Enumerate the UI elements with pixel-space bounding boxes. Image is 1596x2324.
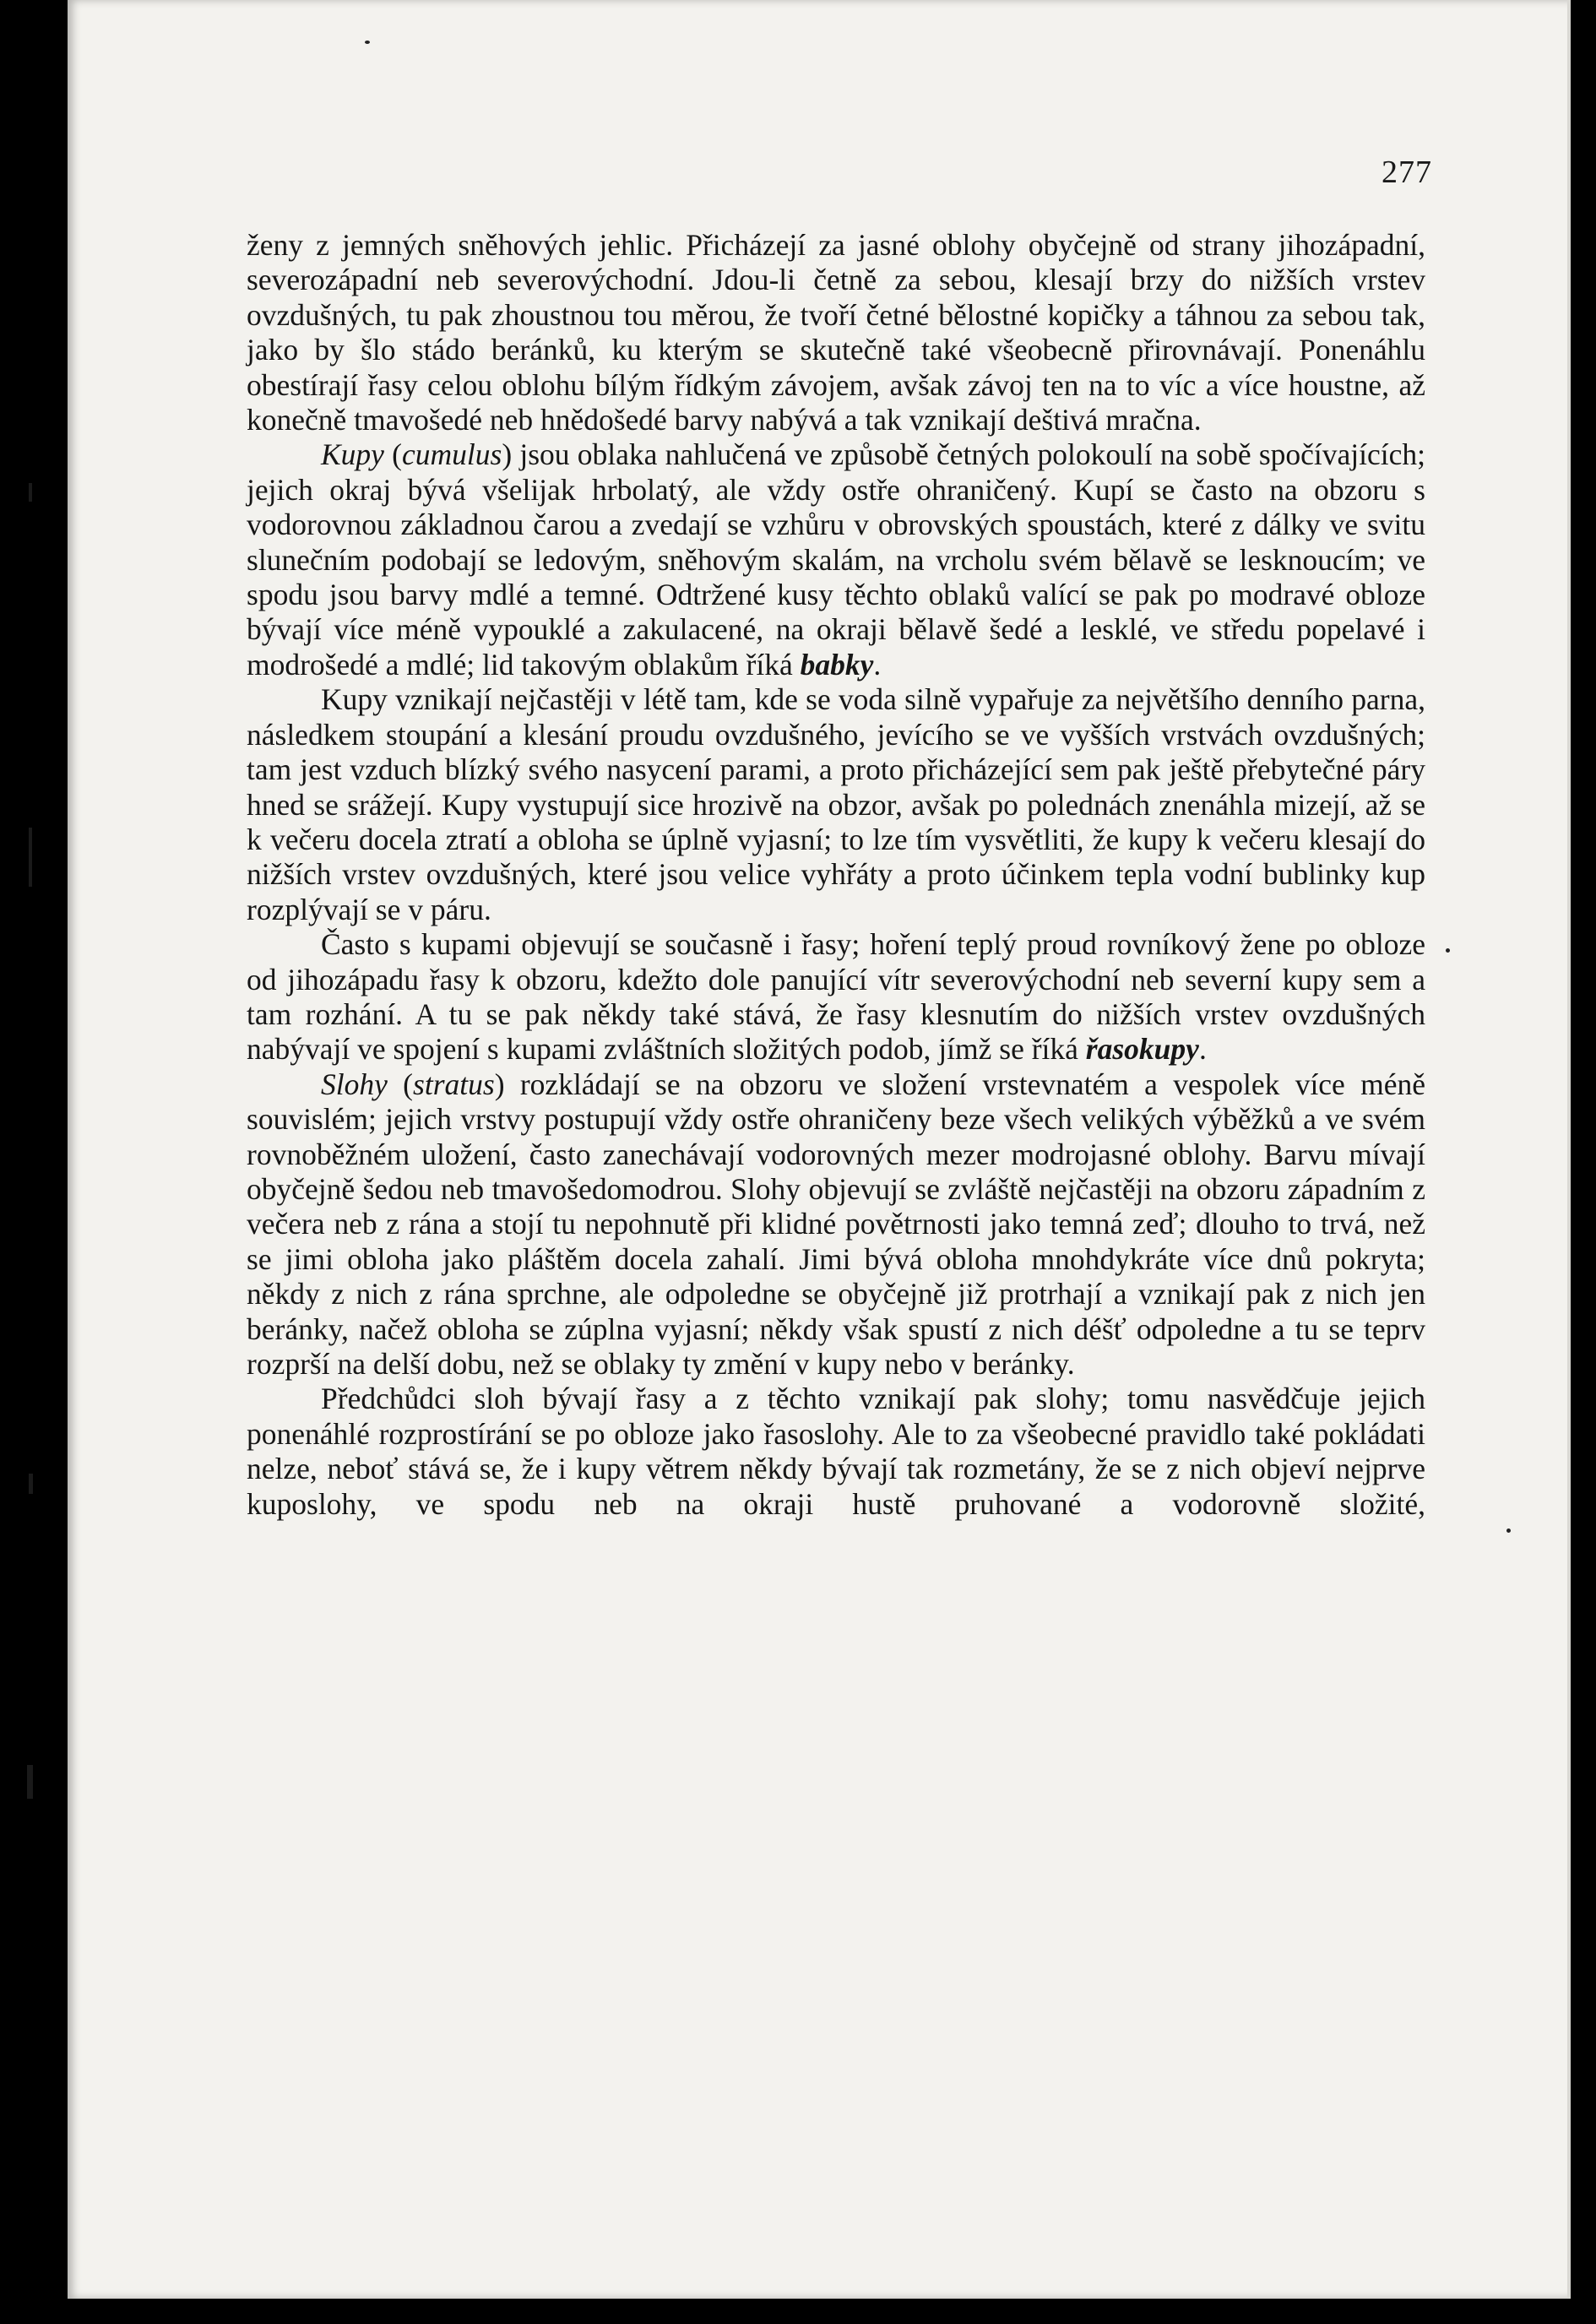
gutter-mark (29, 1474, 33, 1494)
page-edge (1567, 0, 1571, 2299)
paragraph-p2 (247, 437, 1425, 682)
text-run: ženy z jemných sněhových jehlic. Přicházejí za jasné oblohy obyčejně od strany jihozápadní, severozápadní neb severovýchodní. Jdou-li četně za sebou, klesají brzy do nižších vrstev ovzdušných, tu pak zhoustnou tou měrou, že tvoří četné bělostné kopičky a táhnou za sebou tak, jako by šlo stádo beránků, ku kterým se skutečně také všeobecně přirovnávají. Ponenáhlu obestírají řasy celou oblohu bílým řídkým závojem, avšak závoj ten na to víc a více houstne, až konečně tmavošedé neb hnědošedé barvy nabývá a tak vznikají deštivá mračna. (247, 228, 1425, 437)
gutter-mark (29, 828, 32, 887)
gutter-mark (27, 1765, 33, 1799)
paragraph-p3 (247, 682, 1425, 927)
text-run: . (873, 647, 882, 681)
italic-term: Kupy (321, 437, 384, 472)
body-text (247, 228, 1425, 1522)
dust-speck (1446, 948, 1450, 953)
text-run: ) rozkládají se na obzoru ve složení vrstevnatém a vespolek více méně souvislém; jejich vrstvy postupují vždy ostře ohraničeny beze všech velikých výběžků a ve svém rovnoběžném uložení, často zanechávají vodorovných mezer modrojasné oblohy. Barvu mívají obyčejně šedou neb tmavošedomodrou. Slohy objevují se zvláště nejčastěji na obzoru západním z večera neb z rána a stojí tu nepohnutě při klidné povětrnosti jako temná zeď; dlouho to trvá, než se jimi obloha jako pláštěm docela zahalí. Jimi bývá obloha mnohdykráte více dnů pokryta; někdy z nich z rána sprchne, ale odpoledne se obyčejně již protrhají a vznikají pak z nich jen beránky, načež obloha se zúplna vyjasní; někdy však spustí z nich déšť odpoledne a tu se teprv rozprší na delší dobu, než se oblaky ty změní v kupy nebo v beránky. (247, 1067, 1425, 1381)
paragraph-p4 (247, 927, 1425, 1067)
page-number: 277 (1382, 155, 1432, 190)
text-run: ( (387, 1067, 414, 1101)
emphasized-term: babky (800, 647, 874, 681)
text-run: ) jsou oblaka nahlučená ve způsobě četných polokoulí na sobě spočívajících; jejich okraj bývá všelijak hrbolatý, ale vždy ostře ohraničený. Kupí se často na obzoru s vodorovnou základnou čarou a zvedají se vzhůru v obrovských spoustách, které z dálky ve svitu slunečním podobají se ledovým, sněhovým skalám, na vrcholu svém bělavě se lesknoucím; ve spodu jsou barvy mdlé a temné. Odtržené kusy těchto oblaků valící se pak po modravé obloze bývají více méně vypouklé a zakulacené, na okraji bělavě šedé a lesklé, ve středu popelavé i modrošedé a mdlé; lid takovým oblakům říká (247, 437, 1426, 681)
italic-term: Slohy (321, 1067, 388, 1101)
italic-term: cumulus (401, 437, 502, 472)
paragraph-p6 (247, 1382, 1425, 1522)
emphasized-term: řasokupy (1085, 1032, 1199, 1067)
text-run: ( (383, 437, 402, 472)
text-run: . (1198, 1032, 1207, 1067)
gutter-mark (29, 483, 32, 502)
text-run: Kupy vznikají nejčastěji v létě tam, kde se voda silně vypařuje za největšího denního parna, následkem stoupání a klesání proudu ovzdušného, jevícího se ve vyšších vrstvách ovzdušných; tam jest vzduch blízký svého nasycení parami, a proto přicházející sem pak ještě přebytečné páry hned se srážejí. Kupy vystupují sice hrozivě na obzor, avšak po polednách znenáhla mizejí, až se k večeru docela ztratí a obloha se úplně vyjasní; to lze tím vysvětliti, že kupy k večeru klesají do nižších vrstev ovzdušných, které jsou velice vyhřáty a proto účinkem tepla vodní bublinky kup rozplývají se v páru. (247, 682, 1425, 926)
paragraph-p1 (247, 228, 1425, 437)
text-run: Často s kupami objevují se současně i řasy; hoření teplý proud rovníkový žene po obloze od jihozápadu řasy k obzoru, kdežto dole panující vítr severovýchodní neb severní kupy sem a tam rozhání. A tu se pak někdy také stává, že řasy klesnutím do nižších vrstev ovzdušných nabývají ve spojení s kupami zvláštních složitých podob, jímž se říká (247, 927, 1425, 1067)
paragraph-p5 (247, 1067, 1425, 1382)
dust-speck (1506, 1529, 1511, 1533)
dust-speck (365, 41, 370, 44)
italic-term: stratus (413, 1067, 495, 1101)
text-run: Předchůdci sloh bývají řasy a z těchto vznikají pak slohy; tomu nasvědčuje jejich ponenáhlé rozprostírání se po obloze jako řasoslohy. Ale to za všeobecné pravidlo také pokládati nelze, neboť stává se, že i kupy větrem někdy bývají tak rozmetány, že se z nich objeví nejprve kuposlohy, ve spodu neb na okraji hustě pruhované a vodorovně složité, (247, 1382, 1425, 1521)
